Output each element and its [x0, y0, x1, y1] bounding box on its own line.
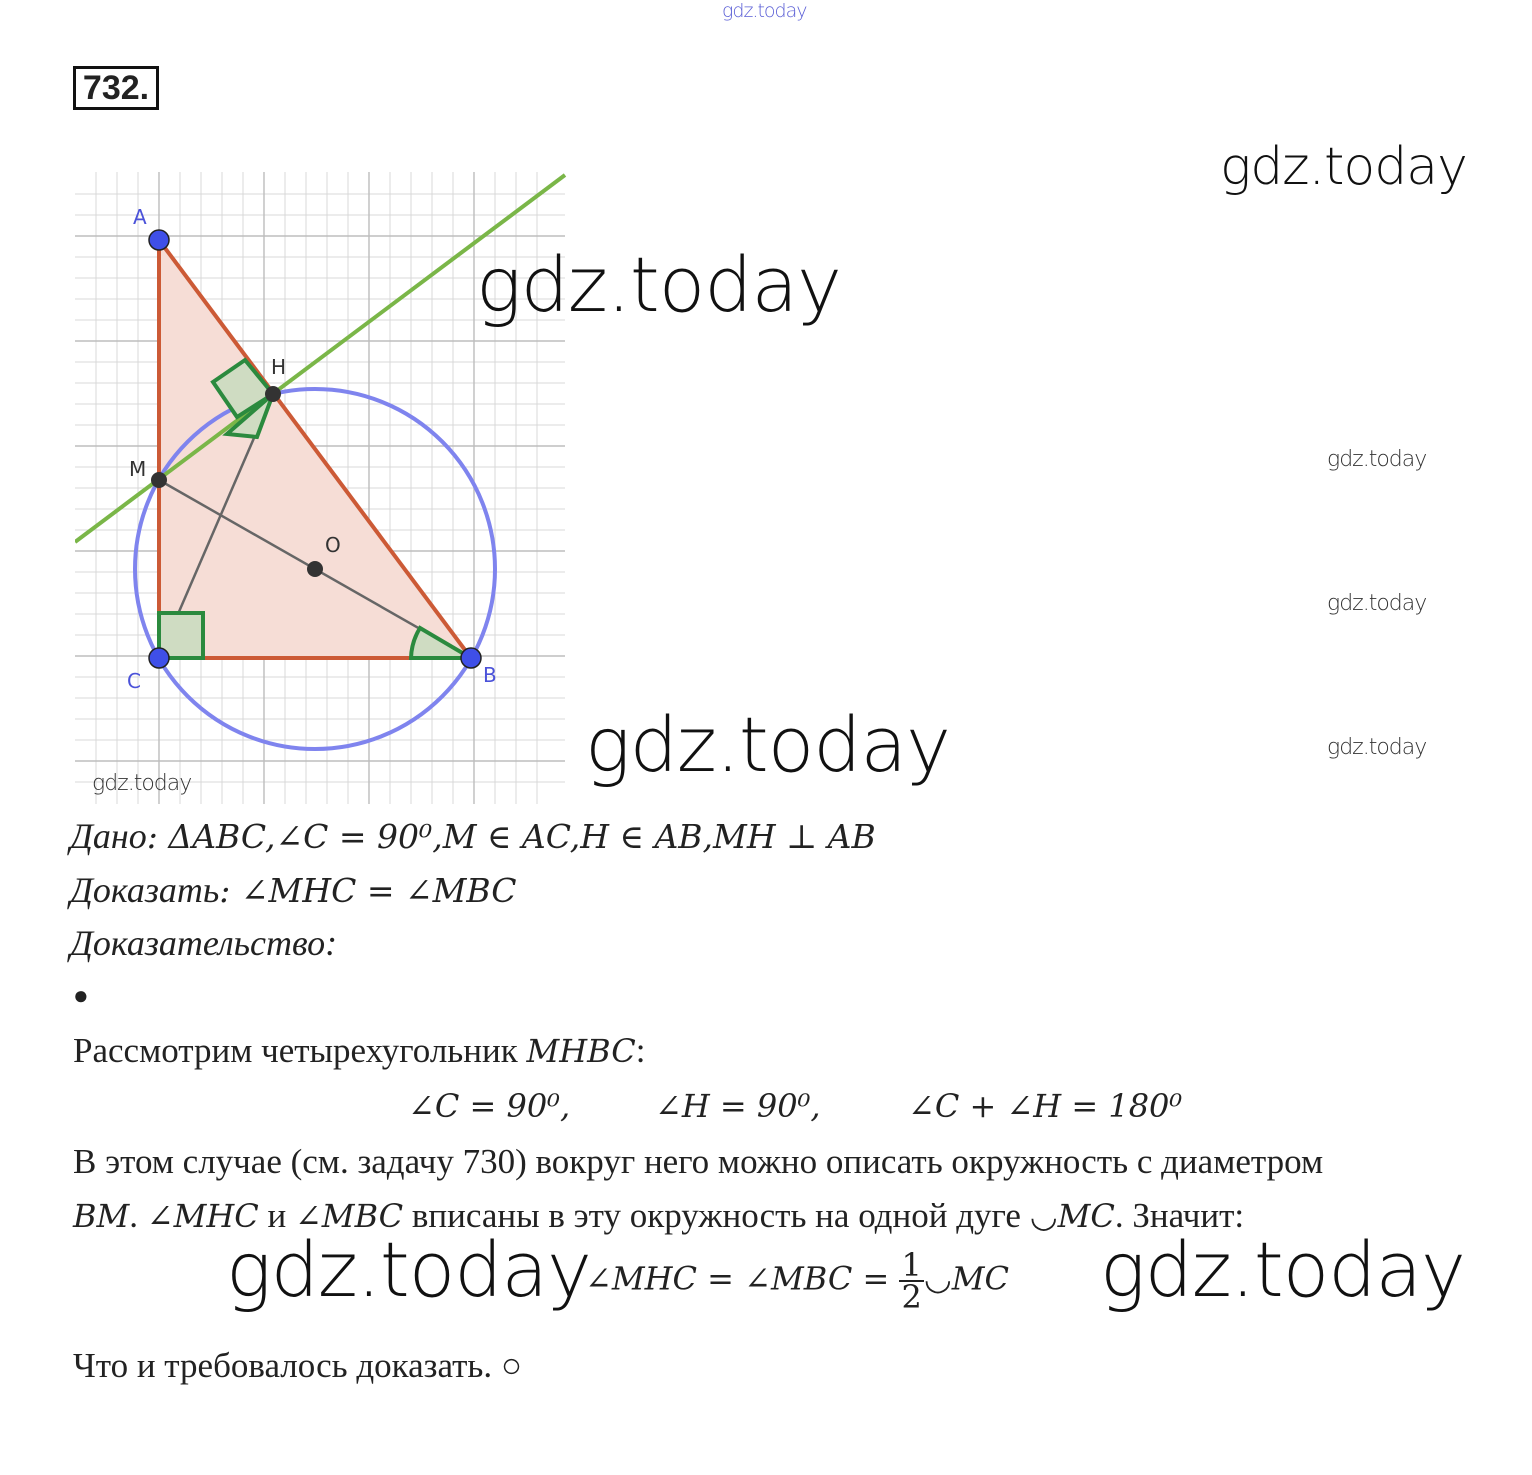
proof-label: Доказательство:	[70, 923, 338, 963]
line1-text: Рассмотрим четырехугольник	[73, 1031, 527, 1070]
label-a: A	[133, 205, 147, 229]
point-o	[307, 561, 323, 577]
proof-line-1	[73, 1031, 645, 1071]
label-c: C	[127, 669, 141, 693]
equation-1: ∠C = 90⁰,	[408, 1087, 571, 1125]
conclusion: Что и требовалось доказать. ○	[73, 1346, 523, 1385]
watermark: gdz.today	[1220, 137, 1467, 197]
point-m	[151, 472, 167, 488]
problem-number: 732.	[73, 66, 159, 110]
top-watermark: gdz.today	[722, 0, 807, 22]
label-o: O	[325, 533, 341, 557]
label-h: H	[271, 355, 287, 379]
fraction-denominator: 2	[901, 1278, 922, 1316]
line3-m4: ◡MC	[1029, 1197, 1115, 1235]
line3-t1: .	[129, 1196, 147, 1235]
fraction-numerator: 1	[901, 1246, 922, 1284]
line1-tail: :	[635, 1031, 646, 1070]
watermark: gdz.today	[1100, 1225, 1465, 1314]
line3-t4: . Значит:	[1114, 1196, 1245, 1235]
point-b	[461, 648, 481, 668]
label-b: B	[483, 663, 497, 687]
watermark: gdz.today	[1327, 591, 1427, 616]
point-h	[265, 386, 281, 402]
bullet: ●	[73, 981, 89, 1010]
watermark: gdz.today	[1327, 735, 1427, 760]
given-line	[70, 815, 876, 857]
proof-line-2: В этом случае (см. задачу 730) вокруг него можно описать окружность с диаметром	[73, 1142, 1324, 1181]
line3-t3: вписаны в эту окружность на одной дуге	[403, 1196, 1030, 1235]
prove-statement: : ∠MHC = ∠MBC	[219, 871, 517, 910]
given-statement: : ΔABC,∠C = 90⁰,M ∈ AC,H ∈ AB,MH ⊥ AB	[146, 817, 876, 856]
line3-m3: ∠MBC	[294, 1197, 404, 1235]
prove-line	[70, 869, 517, 911]
prove-label: Доказать	[70, 870, 220, 910]
line3-t2: и	[258, 1196, 295, 1235]
equation-3: ∠C + ∠H = 180⁰	[908, 1087, 1183, 1125]
watermark: gdz.today	[226, 1225, 591, 1314]
watermark: gdz.today	[92, 771, 192, 796]
line1-math: MHBC	[526, 1032, 636, 1070]
fraction	[899, 1246, 923, 1316]
equation-2: ∠H = 90⁰,	[655, 1087, 821, 1125]
watermark: gdz.today	[476, 240, 841, 329]
line3-m2: ∠MHC	[146, 1197, 259, 1235]
watermark: gdz.today	[1327, 447, 1427, 472]
line3-m1: BM	[73, 1197, 130, 1235]
label-m: M	[129, 457, 147, 481]
given-label: Дано	[70, 816, 147, 856]
formula-left: ∠MHC = ∠MBC =	[585, 1259, 900, 1298]
formula	[585, 1246, 1009, 1316]
point-a	[149, 230, 169, 250]
formula-right: ◡MC	[923, 1259, 1009, 1298]
watermark: gdz.today	[585, 700, 950, 789]
point-c	[149, 648, 169, 668]
